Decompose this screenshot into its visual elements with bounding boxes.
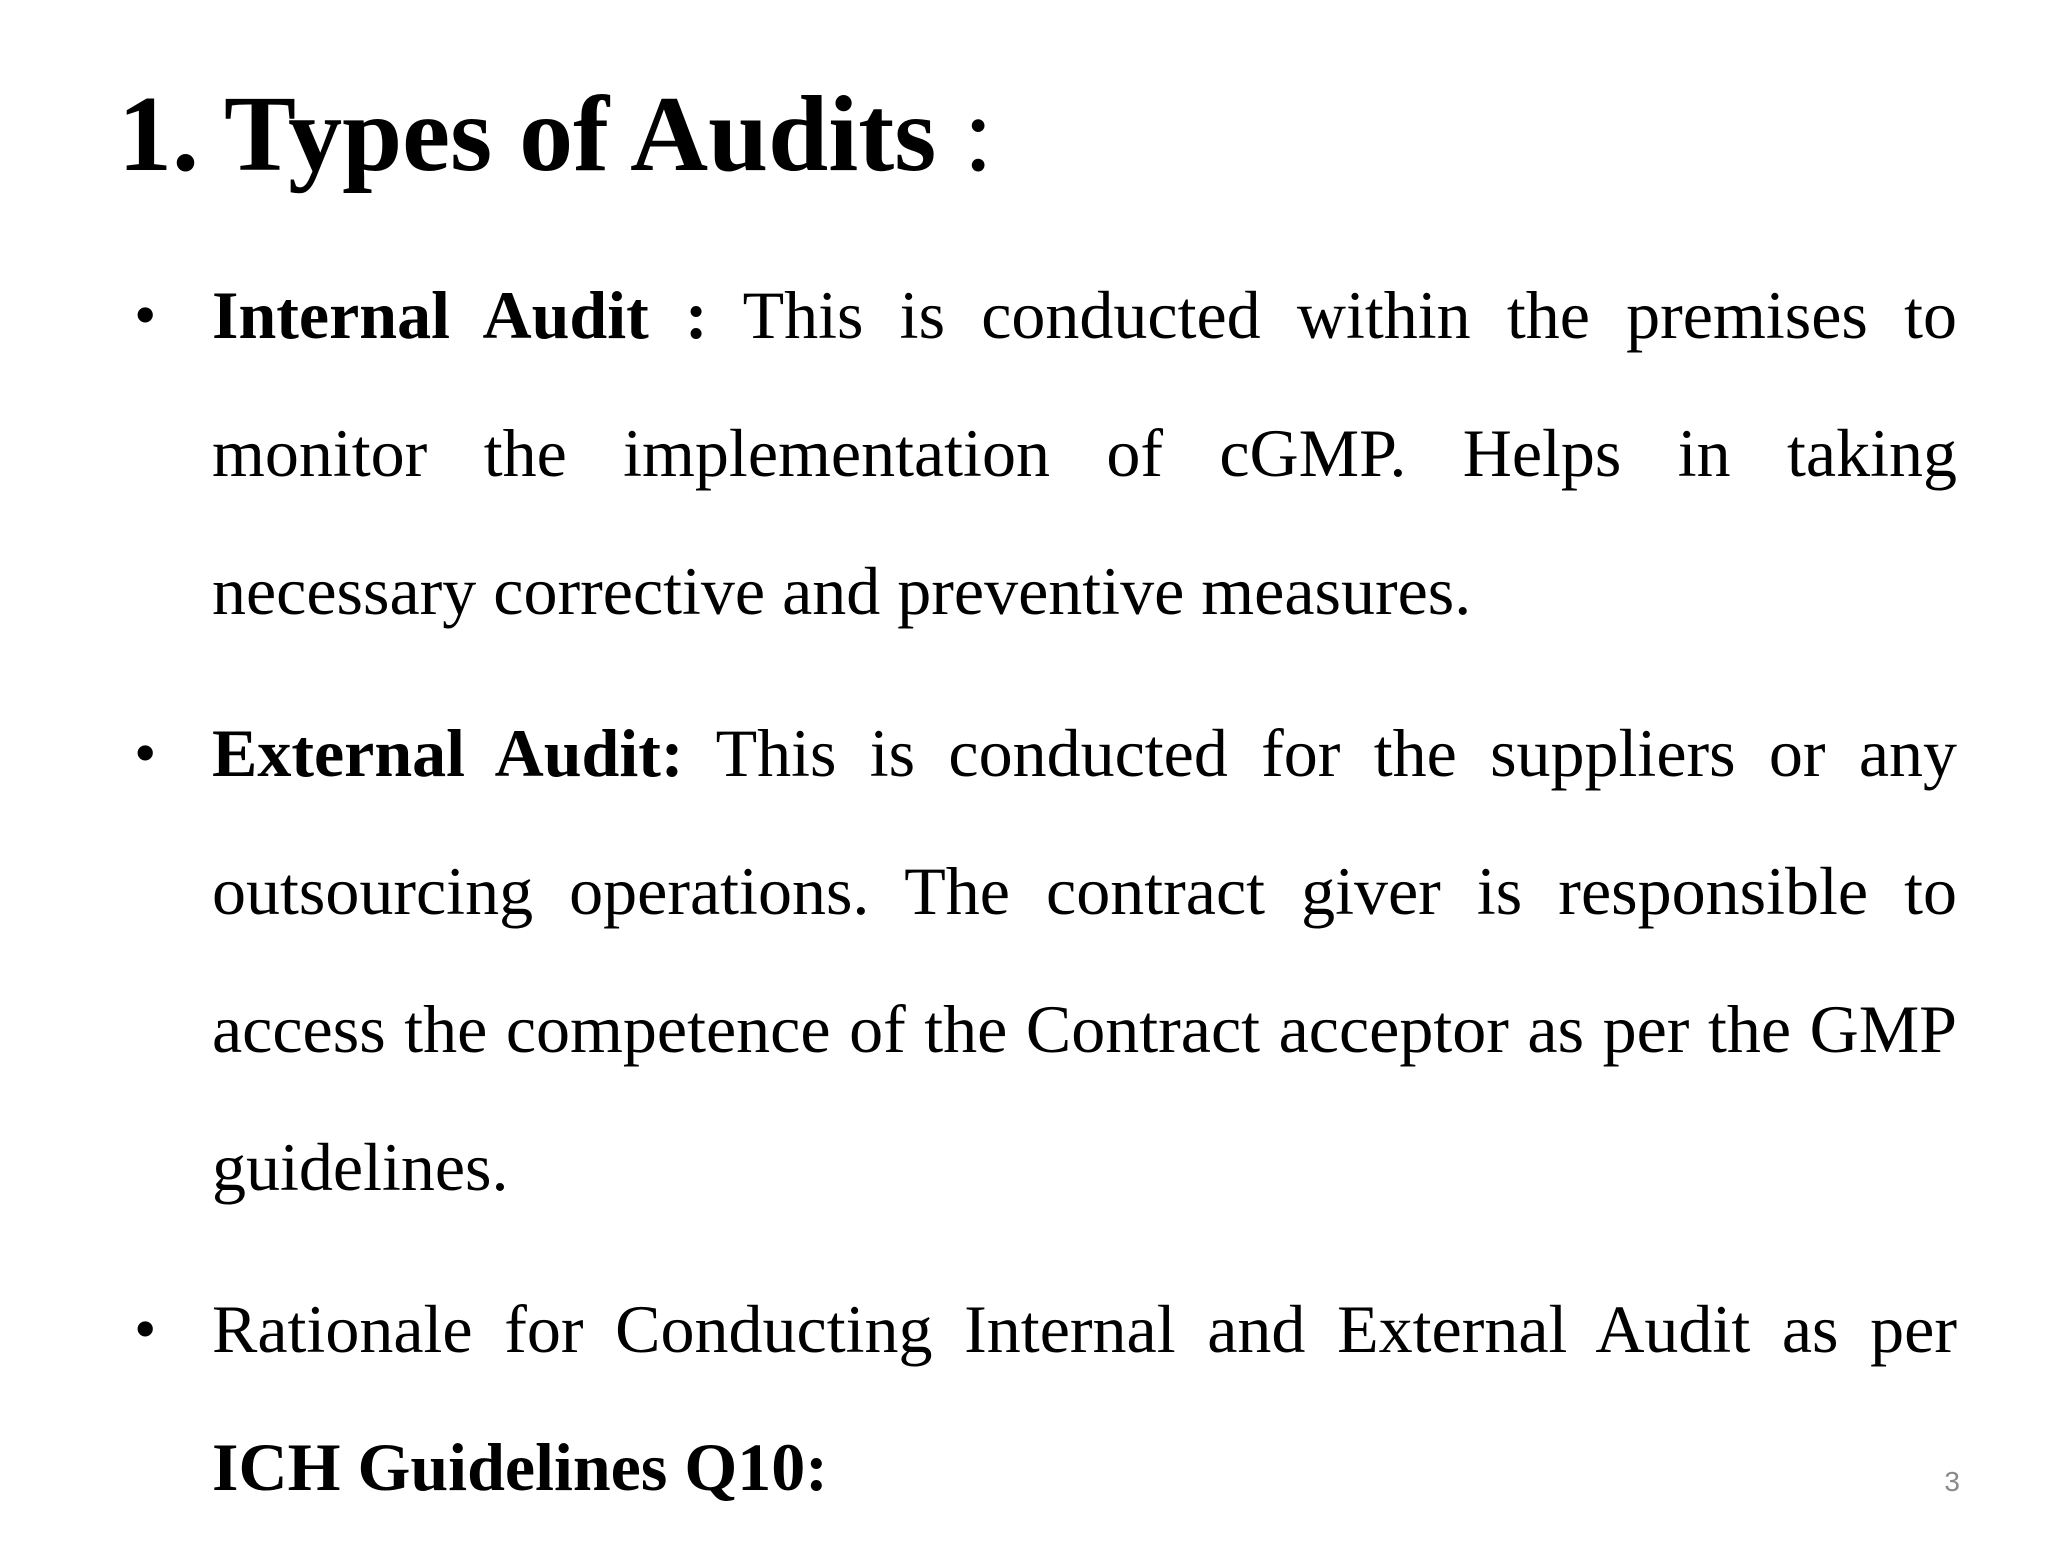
bullet-text <box>212 246 1957 660</box>
bullet-label: Internal Audit : <box>212 277 708 353</box>
bullet-glyph: • <box>134 279 157 350</box>
slide-title <box>118 70 993 200</box>
page-number: 3 <box>1944 1466 1960 1497</box>
slide-title-suffix: : <box>936 75 994 194</box>
bullet-list <box>0 246 2048 1560</box>
bullet-text <box>212 684 1957 1236</box>
bullet-label: ICH Guidelines Q10: <box>212 1429 828 1505</box>
bullet-external-audit <box>0 684 2048 1236</box>
bullet-body: Rationale for Conducting Internal and External Audit as per <box>212 1291 1957 1367</box>
bullet-body: This is conducted within the premises to monitor the implementation of cGMP. Helps in taking necessary corrective and preventive measures. <box>212 277 1957 629</box>
bullet-glyph: • <box>134 1293 157 1364</box>
bullet-glyph: • <box>134 717 157 788</box>
bullet-text <box>212 1260 1957 1536</box>
bullet-body: This is conducted for the suppliers or any outsourcing operations. The contract giver is responsible to access the competence of the Contract acceptor as per the GMP guidelines. <box>212 715 1958 1205</box>
bullet-rationale <box>0 1260 2048 1536</box>
slide-title-main: 1. Types of Audits <box>118 75 937 194</box>
bullet-internal-audit <box>0 246 2048 660</box>
bullet-label: External Audit: <box>212 715 684 791</box>
